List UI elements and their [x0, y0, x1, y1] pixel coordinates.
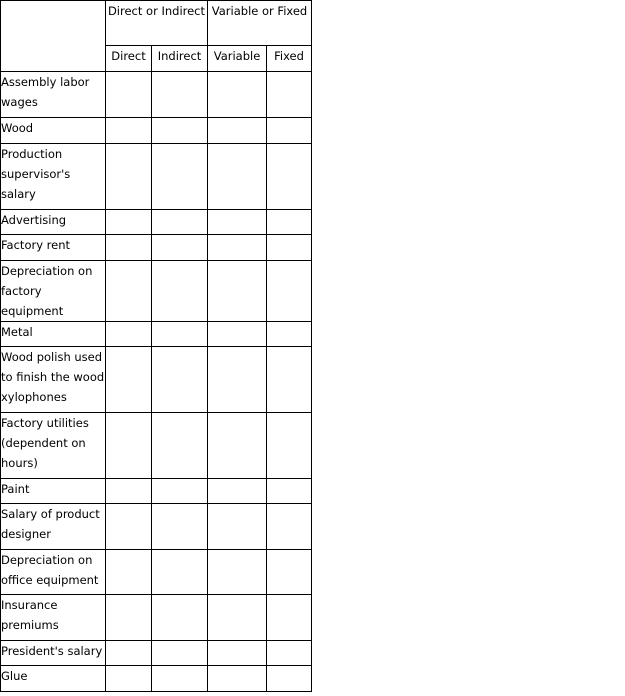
- table-row: [1, 210, 312, 235]
- cost-item-label: Insurance premiums: [1, 595, 106, 641]
- fixed-column-header: Fixed: [267, 46, 312, 72]
- direct-answer-cell[interactable]: [106, 210, 152, 235]
- variable-answer-cell[interactable]: [208, 595, 267, 641]
- indirect-answer-cell[interactable]: [152, 118, 208, 144]
- cost-item-label: Production supervisor's salary: [1, 144, 106, 210]
- direct-column-header: Direct: [106, 46, 152, 72]
- direct-answer-cell[interactable]: [106, 261, 152, 322]
- variable-answer-cell[interactable]: [208, 550, 267, 595]
- fixed-answer-cell[interactable]: [267, 413, 312, 479]
- indirect-answer-cell[interactable]: [152, 413, 208, 479]
- corner-cell: [1, 1, 106, 72]
- variable-answer-cell[interactable]: [208, 479, 267, 504]
- indirect-answer-cell[interactable]: [152, 72, 208, 118]
- fixed-answer-cell[interactable]: [267, 550, 312, 595]
- variable-answer-cell[interactable]: [208, 261, 267, 322]
- direct-or-indirect-header: Direct or Indirect: [106, 1, 208, 46]
- indirect-answer-cell[interactable]: [152, 504, 208, 550]
- table-row: [1, 413, 312, 479]
- direct-answer-cell[interactable]: [106, 550, 152, 595]
- variable-answer-cell[interactable]: [208, 413, 267, 479]
- indirect-answer-cell[interactable]: [152, 550, 208, 595]
- table-row: [1, 666, 312, 692]
- direct-answer-cell[interactable]: [106, 144, 152, 210]
- direct-answer-cell[interactable]: [106, 641, 152, 666]
- variable-answer-cell[interactable]: [208, 504, 267, 550]
- fixed-answer-cell[interactable]: [267, 261, 312, 322]
- indirect-answer-cell[interactable]: [152, 210, 208, 235]
- direct-answer-cell[interactable]: [106, 595, 152, 641]
- variable-answer-cell[interactable]: [208, 347, 267, 413]
- fixed-answer-cell[interactable]: [267, 72, 312, 118]
- indirect-answer-cell[interactable]: [152, 322, 208, 347]
- variable-answer-cell[interactable]: [208, 72, 267, 118]
- indirect-column-header: Indirect: [152, 46, 208, 72]
- cost-item-label: Depreciation on office equipment: [1, 550, 106, 595]
- cost-item-label: Metal: [1, 322, 106, 347]
- table-row: [1, 504, 312, 550]
- indirect-answer-cell[interactable]: [152, 479, 208, 504]
- table-row: [1, 550, 312, 595]
- fixed-answer-cell[interactable]: [267, 118, 312, 144]
- variable-or-fixed-header: Variable or Fixed: [208, 1, 312, 46]
- fixed-answer-cell[interactable]: [267, 322, 312, 347]
- variable-answer-cell[interactable]: [208, 210, 267, 235]
- indirect-answer-cell[interactable]: [152, 595, 208, 641]
- direct-answer-cell[interactable]: [106, 413, 152, 479]
- cost-item-label: Salary of product designer: [1, 504, 106, 550]
- cost-item-label: Factory utilities (dependent on hours): [1, 413, 106, 479]
- table-row: [1, 72, 312, 118]
- indirect-answer-cell[interactable]: [152, 347, 208, 413]
- direct-answer-cell[interactable]: [106, 504, 152, 550]
- table-row: [1, 118, 312, 144]
- variable-answer-cell[interactable]: [208, 118, 267, 144]
- indirect-answer-cell[interactable]: [152, 144, 208, 210]
- variable-answer-cell[interactable]: [208, 666, 267, 692]
- cost-item-label: Paint: [1, 479, 106, 504]
- indirect-answer-cell[interactable]: [152, 666, 208, 692]
- fixed-answer-cell[interactable]: [267, 210, 312, 235]
- table-row: [1, 144, 312, 210]
- cost-item-label: Glue: [1, 666, 106, 692]
- indirect-answer-cell[interactable]: [152, 261, 208, 322]
- table-row: [1, 347, 312, 413]
- cost-item-label: Advertising: [1, 210, 106, 235]
- variable-answer-cell[interactable]: [208, 641, 267, 666]
- fixed-answer-cell[interactable]: [267, 235, 312, 261]
- direct-answer-cell[interactable]: [106, 118, 152, 144]
- cost-item-label: President's salary: [1, 641, 106, 666]
- indirect-answer-cell[interactable]: [152, 641, 208, 666]
- table-row: [1, 235, 312, 261]
- fixed-answer-cell[interactable]: [267, 144, 312, 210]
- table-row: [1, 641, 312, 666]
- cost-item-label: Depreciation on factory equipment: [1, 261, 106, 322]
- fixed-answer-cell[interactable]: [267, 641, 312, 666]
- direct-answer-cell[interactable]: [106, 72, 152, 118]
- variable-answer-cell[interactable]: [208, 235, 267, 261]
- cost-item-label: Wood: [1, 118, 106, 144]
- fixed-answer-cell[interactable]: [267, 347, 312, 413]
- variable-column-header: Variable: [208, 46, 267, 72]
- fixed-answer-cell[interactable]: [267, 504, 312, 550]
- indirect-answer-cell[interactable]: [152, 235, 208, 261]
- fixed-answer-cell[interactable]: [267, 666, 312, 692]
- direct-answer-cell[interactable]: [106, 479, 152, 504]
- cost-item-label: Factory rent: [1, 235, 106, 261]
- table-row: [1, 479, 312, 504]
- cost-item-label: Assembly labor wages: [1, 72, 106, 118]
- fixed-answer-cell[interactable]: [267, 479, 312, 504]
- direct-answer-cell[interactable]: [106, 347, 152, 413]
- cost-classification-table: [0, 0, 312, 692]
- variable-answer-cell[interactable]: [208, 322, 267, 347]
- table-row: [1, 261, 312, 322]
- direct-answer-cell[interactable]: [106, 322, 152, 347]
- variable-answer-cell[interactable]: [208, 144, 267, 210]
- direct-answer-cell[interactable]: [106, 235, 152, 261]
- fixed-answer-cell[interactable]: [267, 595, 312, 641]
- table-row: [1, 322, 312, 347]
- table-row: [1, 595, 312, 641]
- cost-item-label: Wood polish used to finish the wood xylophones: [1, 347, 106, 413]
- direct-answer-cell[interactable]: [106, 666, 152, 692]
